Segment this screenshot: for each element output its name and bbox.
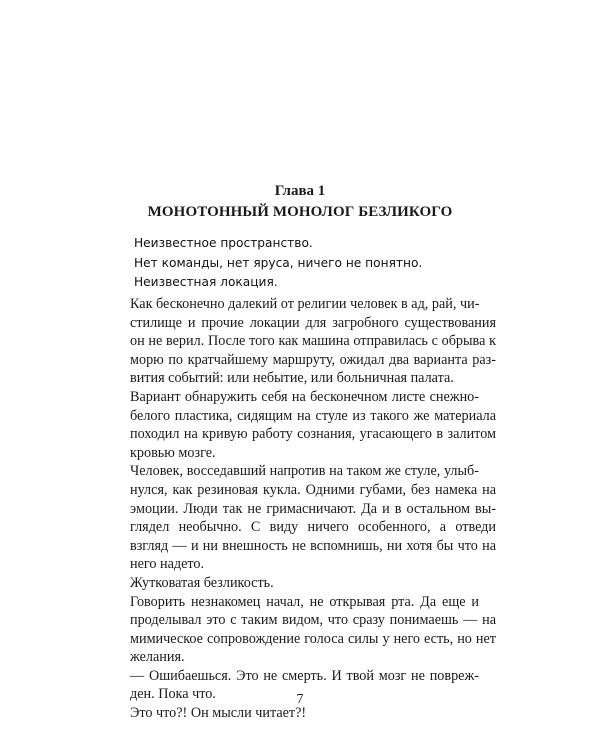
text-line: белого пластика, сидящим на стуле из такого же материала — [130, 407, 496, 424]
text-line: взгляд — и ни внешность не вспомнишь, ни хотя бы что на — [130, 537, 496, 554]
text-line: него надето. — [130, 556, 205, 573]
text-line: мимическое сопровождение голоса силы у него есть, но нет — [130, 630, 496, 647]
text-line: кровью мозге. — [130, 444, 216, 461]
paragraph — [113, 593, 496, 667]
text-line: морю по кратчайшему маршруту, ожидал два варианта раз- — [130, 351, 496, 368]
text-line: Человек, восседавший напротив на таком же стуле, улыб- — [130, 463, 479, 480]
chapter-body — [113, 295, 496, 723]
status-line: Нет команды, нет яруса, ничего не понятно. — [134, 255, 423, 270]
text-line: Жутковатая безликость. — [130, 574, 274, 591]
text-line: нулся, как резиновая кукла. Одними губами, без намека на — [130, 481, 496, 498]
text-line: Это что?! Он мысли читает?! — [130, 705, 307, 722]
text-line: ден. Пока что. — [130, 686, 216, 703]
paragraph — [113, 388, 496, 462]
status-line: Неизвестное пространство. — [134, 236, 313, 250]
text-line: Как бесконечно далекий от религии человек в ад, рай, чи- — [130, 296, 480, 312]
text-line: желания. — [130, 649, 185, 666]
text-line: эмоции. Люди так не гримасничают. Да и в остальном вы- — [130, 500, 496, 517]
text-line: вития событий: или небытие, или больничная палата. — [130, 370, 454, 387]
chapter-title: МОНОТОННЫЙ МОНОЛОГ БЕЗЛИКОГО — [147, 204, 453, 220]
page-number: 7 — [296, 692, 304, 707]
text-line: — Ошибаешься. Это не смерть. И твой мозг не повреж- — [130, 667, 479, 684]
chapter-number: Глава 1 — [274, 183, 326, 199]
text-line: он не верил. После того как машина отправилась с обрыва к — [130, 333, 496, 350]
text-line: глядел необычно. С виду ничего особенного, а отведи — [130, 519, 496, 536]
text-line: походил на кривую работу сознания, угасающего в залитом — [130, 426, 496, 443]
text-line: стилище и прочие локации для загробного существования — [130, 314, 496, 331]
paragraph — [113, 462, 496, 574]
text-line: Вариант обнаружить себя на бесконечном листе снежно- — [130, 388, 479, 405]
paragraph — [113, 295, 496, 388]
status-line: Неизвестная локация. — [134, 275, 278, 289]
system-status-block — [134, 234, 514, 293]
text-line: Говорить незнакомец начал, не открывая рта. Да еще и — [130, 593, 479, 610]
text-line: проделывал это с таким видом, что сразу понимаешь — на — [130, 612, 496, 629]
paragraph — [113, 574, 496, 593]
